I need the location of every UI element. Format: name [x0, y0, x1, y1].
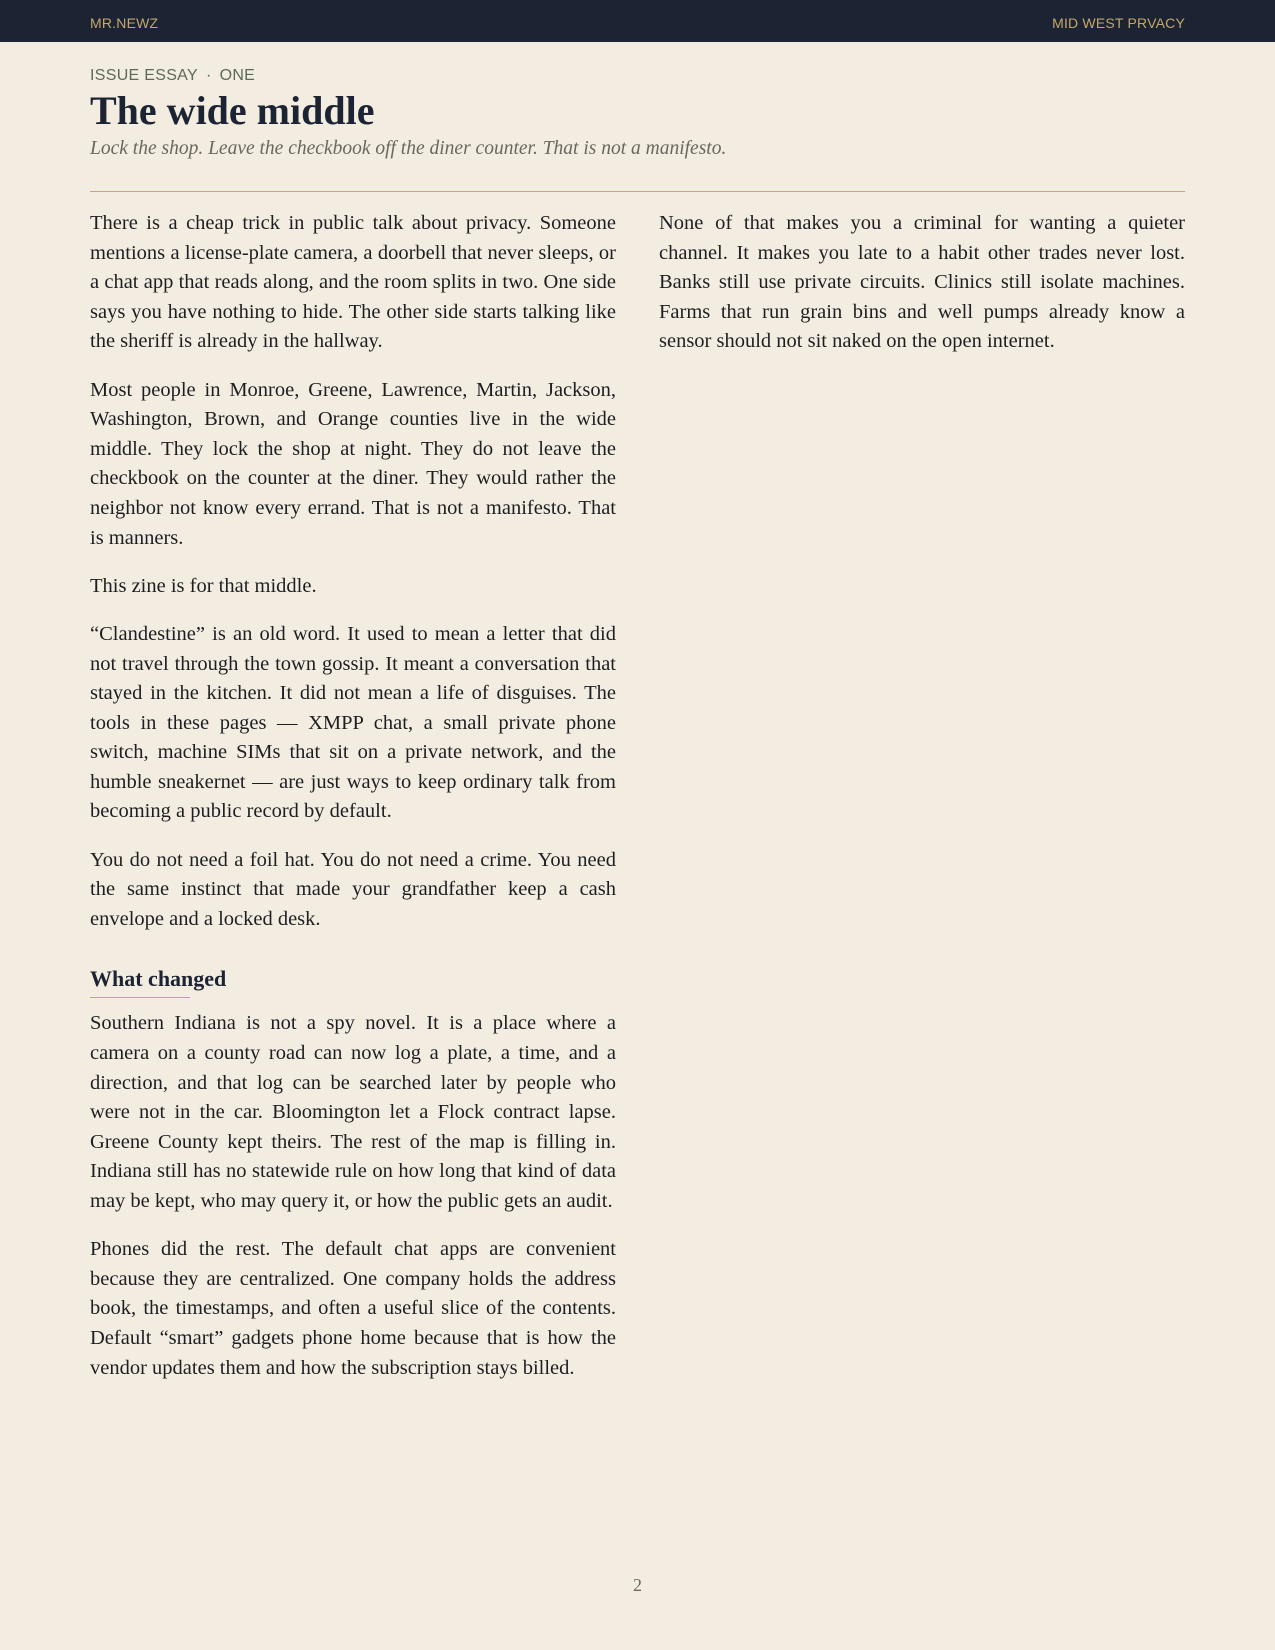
body-paragraph: There is a cheap trick in public talk about privacy. Someone mentions a license-plate camera, a doorbell that never sleeps, or a chat app that reads along, and the room splits in two. One side says you have nothing to hide. The other side starts talking like the sheriff is already in the hallway.	[90, 212, 616, 353]
top-header-bar	[0, 0, 1275, 42]
series-name: MID WEST PRVACY	[1052, 15, 1185, 31]
brand-name: MR.NEWZ	[90, 15, 159, 31]
right-column	[659, 209, 1185, 376]
kicker-number: ONE	[219, 67, 256, 84]
section-heading-underline	[90, 997, 190, 998]
article-dek: Lock the shop. Leave the checkbook off the diner counter. That is not a manifesto.	[90, 138, 727, 159]
section-heading: What changed	[90, 966, 227, 992]
body-paragraph: “Clandestine” is an old word. It used to mean a letter that did not travel through the town gossip. It meant a conversation that stayed in the kitchen. It did not mean a life of disguises. The tools in these pages — XMPP chat, a small private phone switch, machine SIMs that sit on a private network, and the humble sneakernet — are just ways to keep ordinary talk from becoming a public record by default.	[90, 622, 616, 823]
body-paragraph: This zine is for that middle.	[90, 574, 317, 597]
body-paragraph: None of that makes you a criminal for wanting a quieter channel. It makes you late to a habit other trades never lost. Banks still use private circuits. Clinics still isolate machines. Farms that run grain bins and well pumps already know a sensor should not sit naked on the open internet.	[659, 212, 1185, 353]
left-column	[90, 209, 616, 1402]
article-title: The wide middle	[90, 88, 375, 133]
kicker-separator: ·	[205, 67, 212, 84]
body-paragraph: You do not need a foil hat. You do not need a crime. You need the same instinct that made your grandfather keep a cash envelope and a locked desk.	[90, 848, 616, 930]
page-number: 2	[633, 1575, 642, 1595]
body-paragraph: Phones did the rest. The default chat apps are convenient because they are centralized. One company holds the address book, the timestamps, and often a useful slice of the contents. Default “smart” gadgets phone home because that is how the vendor updates them and how the subscription stays billed.	[90, 1238, 616, 1379]
kicker-section: ISSUE ESSAY	[90, 67, 198, 84]
header-divider	[90, 191, 1185, 192]
issue-kicker	[90, 67, 255, 85]
body-paragraph: Most people in Monroe, Greene, Lawrence, Martin, Jackson, Washington, Brown, and Orange counties live in the wide middle. They lock the shop at night. They do not leave the checkbook on the counter at the diner. They would rather the neighbor not know every errand. That is not a manifesto. That is manners.	[90, 378, 616, 549]
body-paragraph: Southern Indiana is not a spy novel. It is a place where a camera on a county road can now log a plate, a time, and a direction, and that log can be searched later by people who were not in the car. Bloomington let a Flock contract lapse. Greene County kept theirs. The rest of the map is filling in. Indiana still has no statewide rule on how long that kind of data may be kept, who may query it, or how the public gets an audit.	[90, 1012, 616, 1212]
